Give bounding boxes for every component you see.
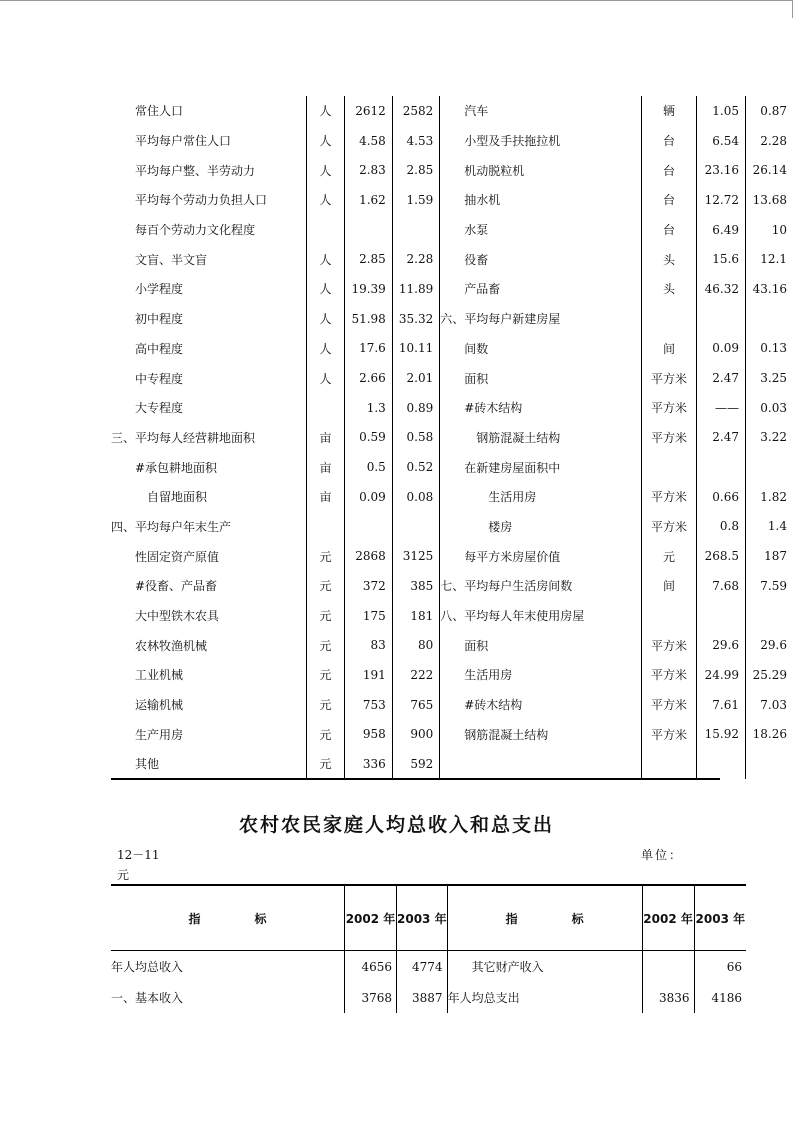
unit-cell: 元	[306, 541, 345, 571]
table-row	[111, 96, 793, 126]
unit-cell-right	[642, 452, 696, 482]
indicator-label: 中专程度	[135, 371, 184, 386]
value-2002-right: 6.49	[696, 215, 745, 245]
value-2003-right: 12.1	[760, 252, 787, 267]
value-2002: 2.85	[345, 244, 392, 274]
value-2003-right: 0.03	[760, 400, 787, 415]
indicator-label-right: 在新建房屋面积中	[440, 452, 642, 482]
unit-cell: 人	[306, 304, 345, 334]
value-2003: 222	[392, 660, 439, 690]
value-2003-right: 0.13	[760, 341, 787, 356]
unit-cell-right: 平方米	[642, 512, 696, 542]
value-2002: 2.66	[345, 363, 392, 393]
indicator-label-right: 小型及手扶拖拉机	[440, 126, 642, 156]
unit-cell-right: 头	[642, 244, 696, 274]
value-2002-right: 29.6	[696, 630, 745, 660]
household-statistics-table	[111, 96, 793, 779]
unit-cell: 元	[306, 749, 345, 779]
indicator-label: #役畜、产品畜	[135, 579, 218, 594]
unit-cell	[306, 215, 345, 245]
value-2002-right: 7.61	[696, 690, 745, 720]
indicator-label-right: 每平方米房屋价值	[440, 541, 642, 571]
value-2002: 19.39	[345, 274, 392, 304]
value-2003-right	[746, 749, 793, 779]
unit-cell-right: 台	[642, 155, 696, 185]
unit-cell: 人	[306, 244, 345, 274]
table-row	[111, 126, 793, 156]
indicator-label-right: 产品畜	[440, 274, 642, 304]
unit-cell-right	[642, 749, 696, 779]
value-2003-right	[746, 304, 793, 334]
unit-cell	[306, 393, 345, 423]
income-expenditure-table	[111, 884, 746, 1013]
unit-cell-right: 平方米	[642, 423, 696, 453]
value-2002: 191	[345, 660, 392, 690]
indicator-label-right: 生活用房	[440, 660, 642, 690]
indicator-label: 其他	[135, 757, 160, 772]
unit-cell-right: 平方米	[642, 719, 696, 749]
value-2002	[345, 215, 392, 245]
value-2003-right: 10	[771, 222, 787, 237]
header-indicator-left	[111, 885, 345, 951]
value-2003: 2.01	[392, 363, 439, 393]
indicator-label: 工业机械	[135, 668, 184, 683]
value-2003: 900	[392, 719, 439, 749]
indicator-label-right: 面积	[440, 630, 642, 660]
unit-cell-right: 平方米	[642, 482, 696, 512]
table-row	[111, 690, 793, 720]
unit-cell-right: 间	[642, 334, 696, 364]
table-row	[111, 423, 793, 453]
indicator-label-right: 钢筋混凝土结构	[440, 423, 642, 453]
table-row	[111, 185, 793, 215]
value-2002: 958	[345, 719, 392, 749]
unit-cell: 元	[306, 719, 345, 749]
value-2002-right: 15.6	[696, 244, 745, 274]
value-2003: 10.11	[392, 334, 439, 364]
value-2003-right: 3.25	[760, 371, 787, 386]
value-2002-right: 15.92	[696, 719, 745, 749]
value-2003	[392, 215, 439, 245]
value-2003: 2.85	[392, 155, 439, 185]
value-2002-right: 1.05	[696, 96, 745, 126]
indicator-label: 大专程度	[135, 401, 184, 416]
value-2003: 4774	[397, 951, 448, 983]
unit-cell-right: 台	[642, 126, 696, 156]
header-indicator-right-b: 标	[571, 911, 584, 926]
value-2002: 2612	[345, 96, 392, 126]
unit-cell: 人	[306, 274, 345, 304]
value-2002: 336	[345, 749, 392, 779]
value-2002: 83	[345, 630, 392, 660]
indicator-label-right: #砖木结构	[440, 690, 642, 720]
table-row	[111, 660, 793, 690]
value-2002-right	[696, 601, 745, 631]
indicator-label-right: 汽车	[440, 96, 642, 126]
value-2002-right	[696, 304, 745, 334]
unit-cell: 元	[306, 601, 345, 631]
indicator-label: 小学程度	[135, 282, 184, 297]
value-2002	[345, 512, 392, 542]
value-2002: 0.09	[345, 482, 392, 512]
value-2002-right: 24.99	[696, 660, 745, 690]
table-row	[111, 951, 746, 983]
value-2003-right: 2.28	[760, 133, 787, 148]
indicator-label-right: 抽水机	[440, 185, 642, 215]
page-edge-top	[0, 0, 793, 1]
table-row	[111, 363, 793, 393]
unit-cell-right: 间	[642, 571, 696, 601]
value-2002-right	[642, 951, 694, 983]
indicator-label-right: 机动脱粒机	[440, 155, 642, 185]
value-2002-right	[696, 452, 745, 482]
unit-cell: 亩	[306, 423, 345, 453]
indicator-label: 一、基本收入	[111, 982, 345, 1013]
header-indicator-right	[447, 885, 642, 951]
value-2002: 1.62	[345, 185, 392, 215]
unit-cell-right: 辆	[642, 96, 696, 126]
value-2003-right: 3.22	[760, 430, 787, 445]
value-2003	[392, 512, 439, 542]
value-2002-right: 2.47	[696, 423, 745, 453]
value-2002-right: 46.32	[696, 274, 745, 304]
unit-cell-right: 平方米	[642, 690, 696, 720]
value-2003: 0.08	[392, 482, 439, 512]
table-row	[111, 512, 793, 542]
indicator-label-right: #砖木结构	[440, 393, 642, 423]
value-2003-right: 187	[764, 549, 787, 564]
table-row	[111, 155, 793, 185]
value-2002-right: 7.68	[696, 571, 745, 601]
unit-cell-right: 平方米	[642, 660, 696, 690]
value-2002: 4.58	[345, 126, 392, 156]
value-2002-right: 6.54	[696, 126, 745, 156]
unit-cell: 人	[306, 155, 345, 185]
value-2003-right: 1.4	[767, 519, 787, 534]
value-2003: 592	[392, 749, 439, 779]
unit-cell: 元	[306, 571, 345, 601]
header-indicator-left-b: 标	[254, 911, 267, 926]
indicator-label: #承包耕地面积	[135, 460, 218, 475]
value-2003-right: 1.82	[760, 489, 787, 504]
indicator-label-right: 七、平均每户生活房间数	[440, 571, 642, 601]
indicator-label: 平均每户整、半劳动力	[135, 163, 256, 178]
indicator-label-right	[440, 749, 642, 779]
value-2003: 1.59	[392, 185, 439, 215]
value-2003-right: 29.6	[760, 638, 787, 653]
value-2003: 0.52	[392, 452, 439, 482]
value-2003-right: 7.03	[760, 697, 787, 712]
value-2002: 753	[345, 690, 392, 720]
value-2002: 0.59	[345, 423, 392, 453]
indicator-label: 农林牧渔机械	[135, 638, 208, 653]
table-row	[111, 982, 746, 1013]
value-2002: 2.83	[345, 155, 392, 185]
value-2002: 51.98	[345, 304, 392, 334]
indicator-label: 平均每个劳动力负担人口	[135, 193, 268, 208]
table-row	[111, 244, 793, 274]
unit-cell-right: 平方米	[642, 363, 696, 393]
unit-cell	[306, 512, 345, 542]
value-2002: 17.6	[345, 334, 392, 364]
indicator-label-right: 间数	[440, 334, 642, 364]
value-2003-right: 7.59	[760, 578, 787, 593]
unit-cell-right: 台	[642, 215, 696, 245]
table-row	[111, 571, 793, 601]
value-2002-right: 268.5	[696, 541, 745, 571]
unit-cell: 人	[306, 363, 345, 393]
unit-cell: 元	[306, 630, 345, 660]
unit-cell-right: 平方米	[642, 630, 696, 660]
indicator-label: 初中程度	[135, 312, 184, 327]
indicator-label-right: 水泵	[440, 215, 642, 245]
value-2003: 765	[392, 690, 439, 720]
value-2002-right: 12.72	[696, 185, 745, 215]
unit-cell: 人	[306, 185, 345, 215]
unit-cell-right: 平方米	[642, 393, 696, 423]
indicator-label-right: 钢筋混凝土结构	[440, 719, 642, 749]
unit-cell-right	[642, 601, 696, 631]
header-2003-right: 2003 年	[694, 885, 746, 951]
table-row	[111, 393, 793, 423]
unit-cell-right	[642, 304, 696, 334]
header-2003-left: 2003 年	[397, 885, 448, 951]
value-2002-right: ——	[696, 393, 745, 423]
indicator-label: 运输机械	[135, 698, 184, 713]
value-2002: 0.5	[345, 452, 392, 482]
indicator-label: 三、平均每人经营耕地面积	[111, 430, 256, 445]
table-bottom-rule	[111, 778, 720, 780]
header-2002-left: 2002 年	[345, 885, 397, 951]
value-2002: 372	[345, 571, 392, 601]
value-2003-right: 18.26	[752, 727, 787, 742]
value-2003-right: 4186	[711, 990, 743, 1005]
value-2003-right	[746, 452, 793, 482]
unit-cell: 元	[306, 660, 345, 690]
value-2002-right: 0.8	[696, 512, 745, 542]
value-2003: 4.53	[392, 126, 439, 156]
table-header-row	[111, 885, 746, 951]
unit-cell: 人	[306, 126, 345, 156]
value-2003: 2.28	[392, 244, 439, 274]
unit-cell-right: 台	[642, 185, 696, 215]
indicator-label: 自留地面积	[147, 490, 208, 505]
indicator-label-right: 年人均总支出	[447, 982, 642, 1013]
unit-cell: 人	[306, 96, 345, 126]
value-2003-right: 26.14	[752, 163, 787, 178]
indicator-label: 平均每户常住人口	[135, 134, 232, 149]
indicator-label-right: 役畜	[440, 244, 642, 274]
unit-cell: 人	[306, 334, 345, 364]
table-row	[111, 601, 793, 631]
value-2002: 175	[345, 601, 392, 631]
indicator-label: 每百个劳动力文化程度	[135, 223, 256, 238]
table-row	[111, 541, 793, 571]
table-row	[111, 452, 793, 482]
table-row	[111, 334, 793, 364]
indicator-label: 年人均总收入	[111, 951, 345, 983]
value-2003: 3125	[392, 541, 439, 571]
value-2003: 80	[392, 630, 439, 660]
indicator-label-right: 八、平均每人年末使用房屋	[440, 601, 642, 631]
value-2003-right: 66	[726, 959, 743, 974]
header-2002-right: 2002 年	[642, 885, 694, 951]
unit-label: 单位：	[641, 848, 684, 862]
value-2003: 35.32	[392, 304, 439, 334]
value-2002: 4656	[345, 951, 397, 983]
indicator-label: 文盲、半文盲	[135, 252, 208, 267]
indicator-label-right: 六、平均每户新建房屋	[440, 304, 642, 334]
unit-cell-right: 元	[642, 541, 696, 571]
unit-cell: 亩	[306, 452, 345, 482]
value-2003: 2582	[392, 96, 439, 126]
value-2003-right: 25.29	[752, 667, 787, 682]
table-row	[111, 274, 793, 304]
value-2002-right	[696, 749, 745, 779]
indicator-label: 四、平均每户年末生产	[111, 519, 232, 534]
table-row	[111, 749, 793, 779]
value-2003: 0.89	[392, 393, 439, 423]
value-2003: 385	[392, 571, 439, 601]
table-row	[111, 630, 793, 660]
indicator-label-right: 生活用房	[440, 482, 642, 512]
value-2002-right: 0.66	[696, 482, 745, 512]
table-code: 12－11	[117, 848, 160, 862]
value-2002: 1.3	[345, 393, 392, 423]
value-2002: 2868	[345, 541, 392, 571]
table-row	[111, 719, 793, 749]
indicator-label: 生产用房	[135, 727, 184, 742]
unit-cell: 亩	[306, 482, 345, 512]
value-2002-right: 23.16	[696, 155, 745, 185]
unit-cell: 元	[306, 690, 345, 720]
value-2002-right: 0.09	[696, 334, 745, 364]
table-row	[111, 482, 793, 512]
header-indicator-left-a: 指	[188, 911, 201, 926]
indicator-label-right: 面积	[440, 363, 642, 393]
value-2003-right	[746, 601, 793, 631]
indicator-label: 高中程度	[135, 341, 184, 356]
value-2003-right: 13.68	[752, 192, 787, 207]
value-2003: 181	[392, 601, 439, 631]
value-2003: 0.58	[392, 423, 439, 453]
unit-value: 元	[117, 868, 130, 882]
header-indicator-right-a: 指	[505, 911, 518, 926]
unit-cell-right: 头	[642, 274, 696, 304]
value-2002-right: 2.47	[696, 363, 745, 393]
indicator-label: 常住人口	[135, 104, 184, 119]
value-2003: 11.89	[392, 274, 439, 304]
indicator-label-right: 其它财产收入	[447, 951, 642, 983]
section-title: 农村农民家庭人均总收入和总支出	[238, 814, 554, 836]
indicator-label: 性固定资产原值	[135, 549, 220, 564]
table-row	[111, 304, 793, 334]
indicator-label: 大中型铁木农具	[135, 609, 220, 624]
value-2002-right: 3836	[642, 982, 694, 1013]
value-2003: 3887	[397, 982, 448, 1013]
value-2002: 3768	[345, 982, 397, 1013]
value-2003-right: 43.16	[752, 281, 787, 296]
indicator-label-right: 楼房	[440, 512, 642, 542]
value-2003-right: 0.87	[760, 103, 787, 118]
table-row	[111, 215, 793, 245]
